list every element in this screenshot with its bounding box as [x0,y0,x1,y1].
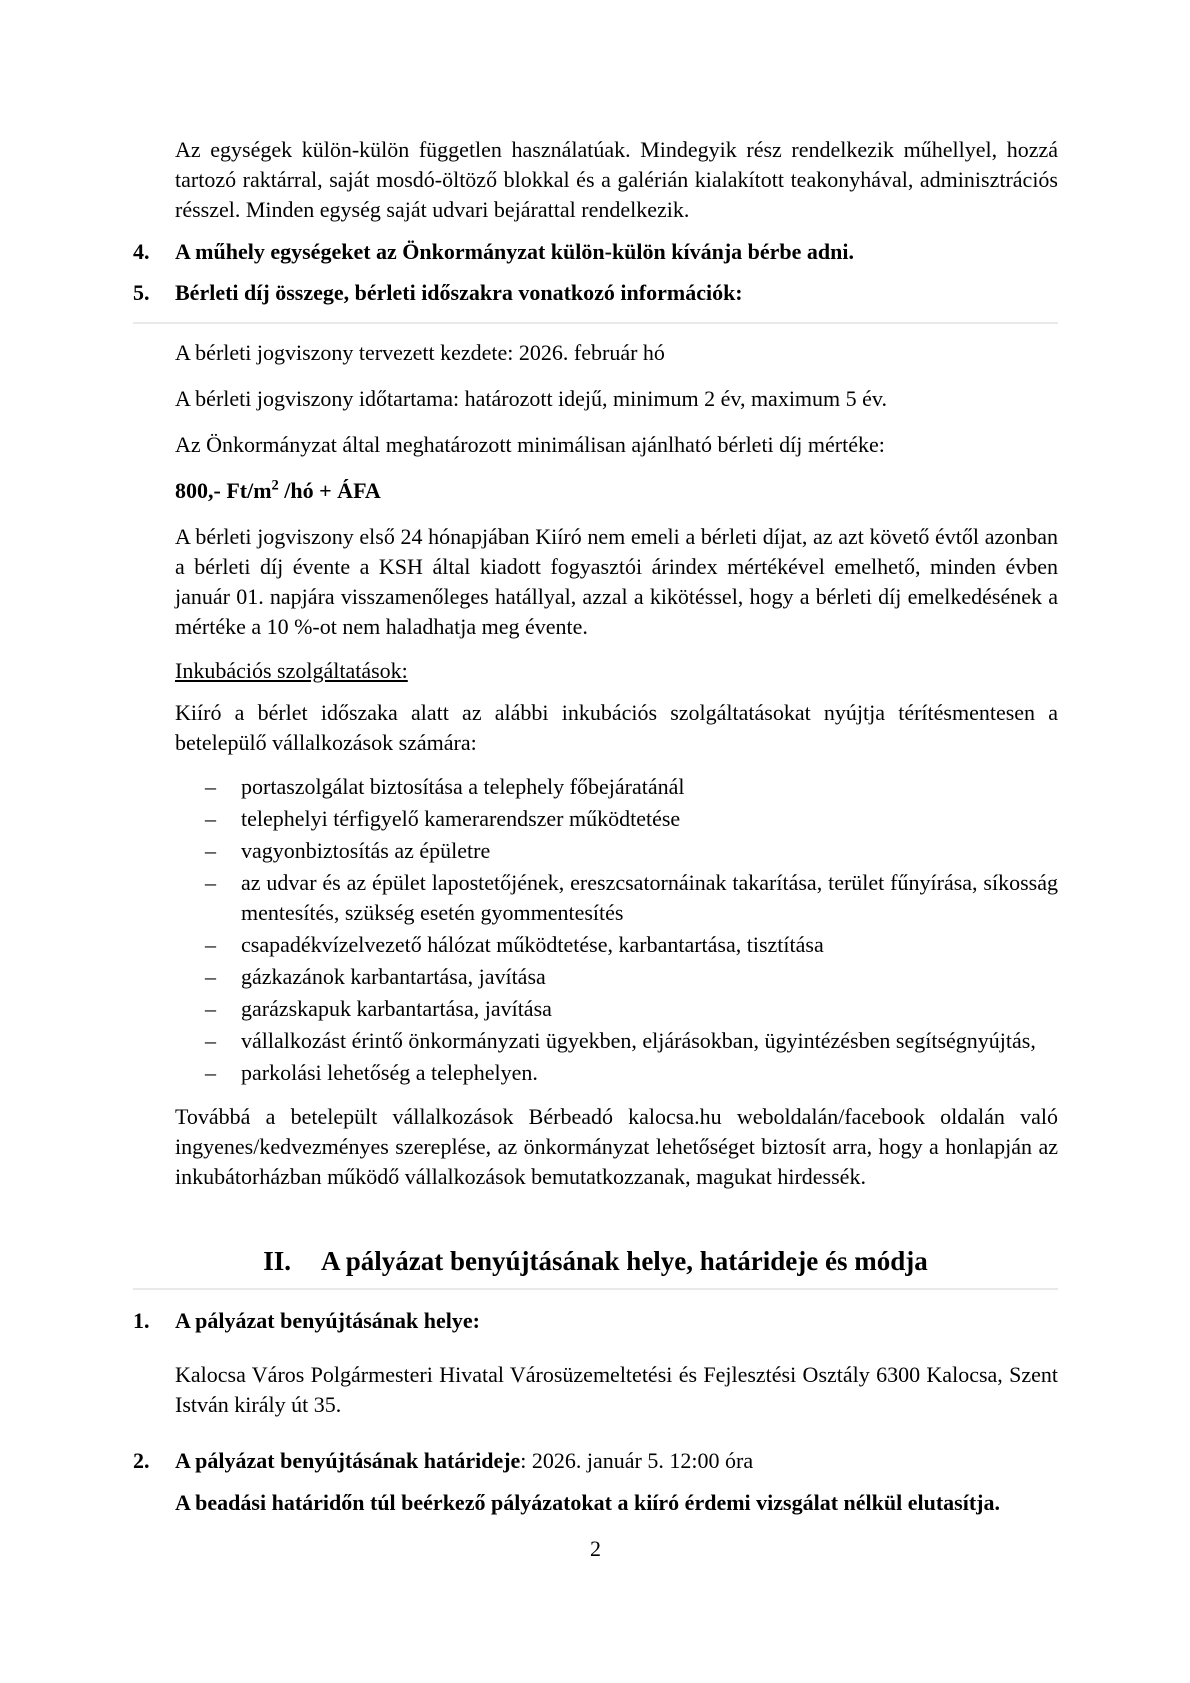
list-item: – garázskapuk karbantartása, javítása [205,994,1058,1024]
dash-bullet: – [205,932,216,957]
item-2-text [175,1446,1058,1476]
item-1-number: 1. [133,1308,150,1333]
item-5-number: 5. [133,280,150,305]
dash-bullet: – [205,1028,216,1053]
services-list [205,772,1058,1088]
dash-bullet: – [205,1060,216,1085]
section-ii-numeral: II. [263,1246,291,1276]
section-ii-heading [133,1242,1058,1280]
numbered-item-5 [133,278,1058,308]
list-item: – gázkazánok karbantartása, javítása [205,962,1058,992]
incubation-intro: Kiíró a bérlet időszaka alatt az alábbi inkubációs szolgáltatásokat nyújtja térítésmentesen a betelepülő vállalkozások számára: [175,700,1058,755]
dash-bullet: – [205,806,216,831]
list-item: – parkolási lehetőség a telephelyen. [205,1058,1058,1088]
section-divider-bottom [133,1288,1058,1290]
rent-start-line: A bérleti jogviszony tervezett kezdete: 2026. február hó [175,340,665,365]
price-superscript: 2 [271,477,279,494]
dash-bullet: – [205,996,216,1021]
item-1-text: A pályázat benyújtásának helye: [175,1308,480,1333]
rent-price-line [175,476,1058,506]
page-number: 2 [590,1536,601,1561]
dash-bullet: – [205,964,216,989]
tovabba-paragraph: Továbbá a betelepült vállalkozások Bérbeadó kalocsa.hu weboldalán/facebook oldalán való ingyenes/kedvezményes szereplése, az önkormányzat lehetőséget biztosít arra, hogy a honlapján az inkubátorházban működő vállalkozások bemutatkozzanak, magukat hirdessék. [175,1104,1058,1189]
list-item: – vagyonbiztosítás az épületre [205,836,1058,866]
numbered-item-4 [133,237,1058,267]
price-prefix: 800,- Ft/m [175,478,272,503]
deadline-label: A pályázat benyújtásának határideje [175,1448,521,1473]
submission-address: Kalocsa Város Polgármesteri Hivatal Városüzemeltetési és Fejlesztési Osztály 6300 Kalocsa, Szent István király út 35. [175,1362,1058,1417]
dash-bullet: – [205,838,216,863]
item-2-number: 2. [133,1448,150,1473]
intro-paragraph: Az egységek külön-külön független használatúak. Mindegyik rész rendelkezik műhellyel, hozzá tartozó raktárral, saját mosdó-öltöző blokkal és a galérián kialakított teakonyhával, adminisztrációs résszel. Minden egység saját udvari bejárattal rendelkezik. [175,137,1058,222]
list-item: – vállalkozást érintő önkormányzati ügyekben, eljárásokban, ügyintézésben segítségnyújtás, [205,1026,1058,1056]
item-4-text: A műhely egységeket az Önkormányzat külön-külön kívánja bérbe adni. [175,239,855,264]
rent-minimum-label: Az Önkormányzat által meghatározott minimálisan ajánlható bérleti díj mértéke: [175,432,885,457]
incubation-heading: Inkubációs szolgáltatások: [175,658,408,683]
deadline-warning: A beadási határidőn túl beérkező pályázatokat a kiíró érdemi vizsgálat nélkül elutasítja. [175,1490,1000,1515]
deadline-value: : 2026. január 5. 12:00 óra [520,1448,754,1473]
numbered-item-2 [133,1446,1058,1476]
item-4-number: 4. [133,239,150,264]
list-item: – portaszolgálat biztosítása a telephely főbejáratánál [205,772,1058,802]
numbered-item-1 [133,1306,1058,1336]
item-5-text: Bérleti díj összege, bérleti időszakra vonatkozó információk: [175,280,743,305]
section-divider-top [133,322,1058,324]
list-item: – telephelyi térfigyelő kamerarendszer működtetése [205,804,1058,834]
dash-bullet: – [205,870,216,895]
rent-duration-line: A bérleti jogviszony időtartama: határozott idejű, minimum 2 év, maximum 5 év. [175,386,887,411]
price-suffix: /hó + ÁFA [278,478,381,503]
list-item: – csapadékvízelvezető hálózat működtetése, karbantartása, tisztítása [205,930,1058,960]
section-ii-title: A pályázat benyújtásának helye, határideje és módja [321,1246,928,1276]
dash-bullet: – [205,774,216,799]
ksh-paragraph: A bérleti jogviszony első 24 hónapjában Kiíró nem emeli a bérleti díjat, az azt követő évtől azonban a bérleti díj évente a KSH által kiadott fogyasztói árindex mértékével emelhető, minden évben január 01. napjára visszamenőleges hatállyal, azzal a kikötéssel, hogy a bérleti díj emelkedésének a mértéke a 10 %-ot nem haladhatja meg évente. [175,524,1058,639]
list-item: – az udvar és az épület lapostetőjének, ereszcsatornáinak takarítása, terület fűnyírása, síkosság mentesítés, szükség esetén gyommentesítés [205,868,1058,928]
